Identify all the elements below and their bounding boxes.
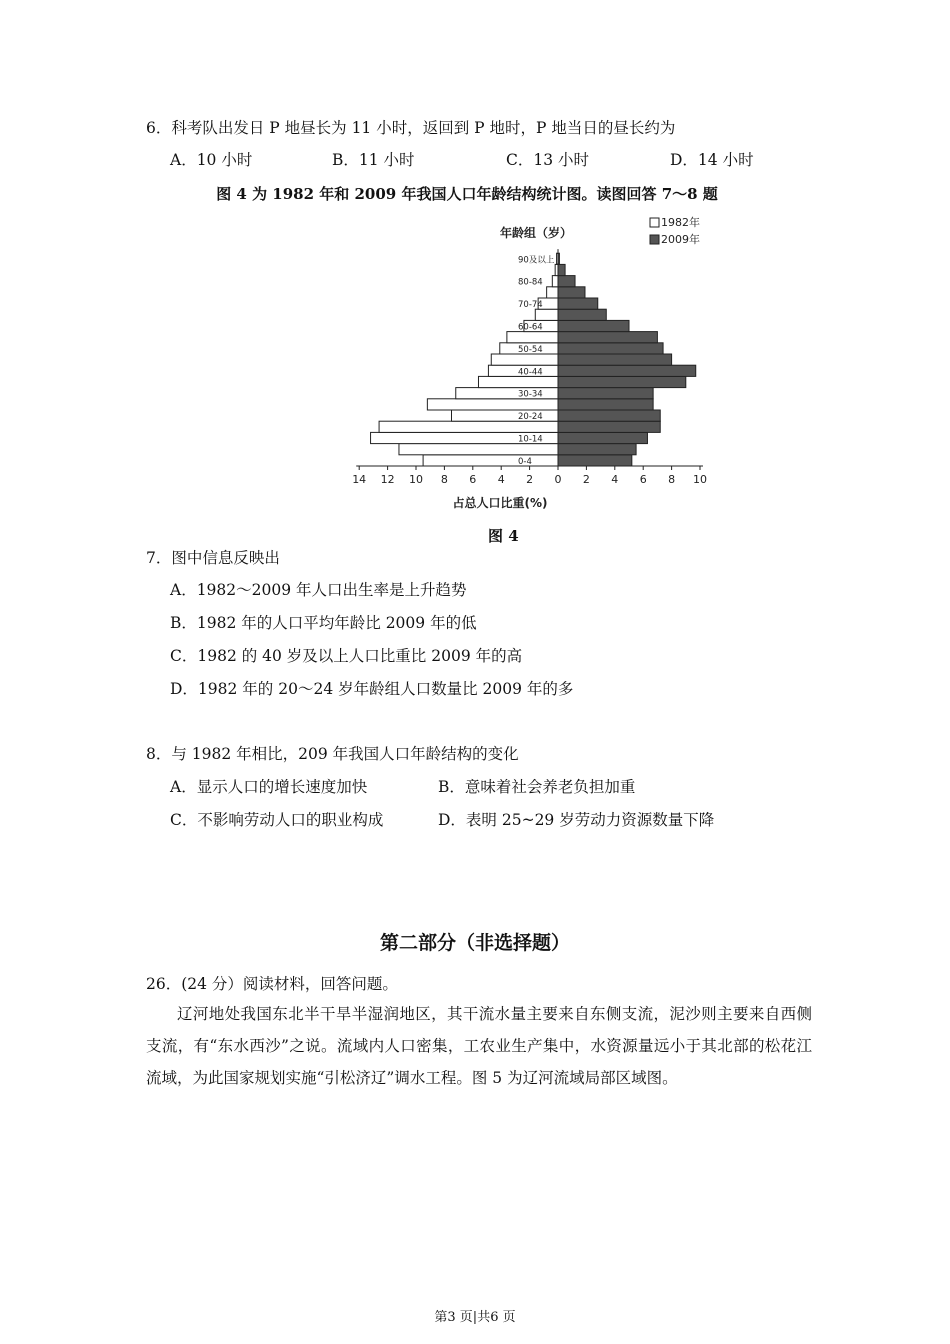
q8-stem: 8．与 1982 年相比，209 年我国人口年龄结构的变化 [146,745,519,763]
legend-swatch-2009 [650,235,659,244]
bar-2009-0-4 [558,455,632,466]
bar-2009-70-74 [558,298,598,309]
q8-option-a: A．显示人口的增长速度加快 [170,778,368,796]
bar-2009-45-49 [558,354,672,365]
bar-2009-10-14 [558,432,647,443]
legend-label-1982: 1982年 [661,216,700,229]
q6-option-c: C．13 小时 [506,151,590,169]
q7-option-c: C．1982 的 40 岁及以上人口比重比 2009 年的高 [170,647,523,665]
bar-1982-0-4 [423,455,558,466]
bar-2009-85-89 [558,264,565,275]
bar-1982-15-19 [379,421,558,432]
bar-2009-5-9 [558,444,636,455]
bar-2009-90及以上 [558,253,559,264]
x-axis-title: 占总人口比重(%) [452,496,548,510]
bar-2009-30-34 [558,388,653,399]
age-label-70-74: 70-74 [518,300,543,311]
bar-2009-75-79 [558,287,585,298]
q8-option-c: C．不影响劳动人口的职业构成 [170,811,384,829]
bar-1982-35-39 [478,376,558,387]
age-label-50-54: 50-54 [518,344,543,355]
figure-intro: 图 4 为 1982 年和 2009 年我国人口年龄结构统计图。读图回答 7～8 题 [216,185,718,203]
bar-2009-40-44 [558,365,696,376]
xtick-label-right-2: 2 [582,473,590,486]
q7-option-b: B．1982 年的人口平均年龄比 2009 年的低 [170,614,477,632]
age-label-90及以上: 90及以上 [518,255,555,266]
age-label-60-64: 60-64 [518,322,543,333]
y-axis-title: 年龄组（岁） [500,226,573,240]
xtick-label-right-8: 8 [668,473,676,486]
section-title: 第二部分（非选择题） [379,932,570,954]
age-label-80-84: 80-84 [518,277,543,288]
legend-label-2009: 2009年 [661,233,700,246]
age-label-40-44: 40-44 [518,367,543,378]
age-label-10-14: 10-14 [518,434,543,445]
bar-2009-50-54 [558,343,663,354]
age-label-20-24: 20-24 [518,412,543,423]
bar-2009-35-39 [558,376,686,387]
xtick-label-left-6: 6 [469,473,477,486]
xtick-label-left-8: 8 [440,473,448,486]
page-footer: 第3 页|共6 页 [434,1310,516,1325]
bar-2009-80-84 [558,276,575,287]
xtick-label-left-10: 10 [409,473,423,486]
bar-2009-60-64 [558,320,629,331]
q26-paragraph: 辽河地处我国东北半干旱半湿润地区，其干流水量主要来自东侧支流，泥沙则主要来自西侧支流，有“东水西沙”之说。流域内人口密集，工农业生产集中，水资源量远小于其北部的松花江流域，为此国家规划实施“引松济辽”调水工程。图 5 为辽河流域局部区域图。 [146,1005,812,1087]
q8-option-d: D．表明 25~29 岁劳动力资源数量下降 [438,811,715,829]
q8-option-b: B．意味着社会养老负担加重 [438,778,636,796]
xtick-label-left-12: 12 [380,473,395,486]
bar-1982-5-9 [399,444,558,455]
xtick-label-right-4: 4 [611,473,619,486]
xtick-label-left-0: 0 [554,473,562,486]
bar-1982-75-79 [547,287,558,298]
q7-option-a: A．1982～2009 年人口出生率是上升趋势 [170,581,467,599]
figure-caption: 图 4 [488,527,519,545]
q6-option-d: D．14 小时 [670,151,754,169]
q6-stem: 6．科考队出发日 P 地昼长为 11 小时，返回到 P 地时，P 地当日的昼长约为 [146,119,676,137]
legend-swatch-1982 [650,218,659,227]
bar-2009-15-19 [558,421,660,432]
q7-stem: 7．图中信息反映出 [146,549,280,567]
bar-1982-80-84 [552,276,558,287]
bar-1982-45-49 [491,354,558,365]
age-label-0-4: 0-4 [518,456,532,467]
bar-2009-25-29 [558,399,653,410]
q6-option-a: A．10 小时 [170,151,253,169]
xtick-label-right-10: 10 [693,473,707,486]
xtick-label-left-14: 14 [352,473,367,486]
xtick-label-left-2: 2 [526,473,534,486]
bar-1982-65-69 [535,309,558,320]
q26-stem: 26．(24 分）阅读材料，回答问题。 [146,975,398,993]
xtick-label-left-4: 4 [497,473,505,486]
bar-1982-25-29 [427,399,558,410]
q6-option-b: B．11 小时 [332,151,415,169]
age-label-30-34: 30-34 [518,389,543,400]
bar-1982-55-59 [507,332,558,343]
bar-2009-20-24 [558,410,660,421]
xtick-label-right-6: 6 [639,473,647,486]
population-pyramid-chart [300,212,720,522]
q7-option-d: D．1982 年的 20～24 岁年龄组人口数量比 2009 年的多 [170,680,574,698]
bar-2009-65-69 [558,309,606,320]
bar-2009-55-59 [558,332,657,343]
